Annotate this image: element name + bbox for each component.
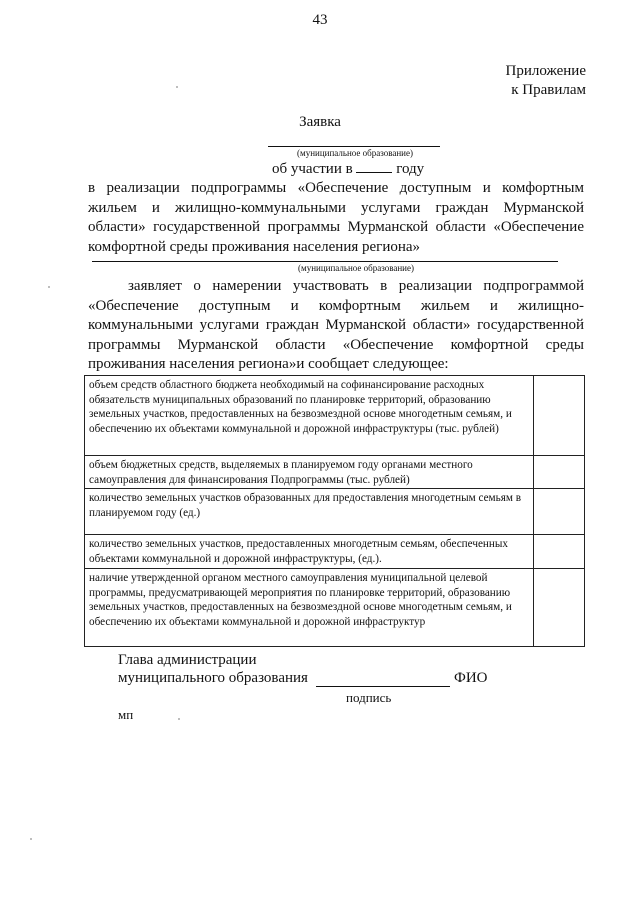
scan-speck (178, 718, 180, 720)
table-row (85, 489, 585, 535)
participation-suffix: году (396, 161, 425, 177)
signature-title-line-1: Глава администрации (118, 652, 257, 668)
application-table (84, 375, 585, 647)
municipality-caption-1: (муниципальное образование) (297, 148, 413, 158)
table-value-cell (534, 456, 585, 489)
table-row (85, 376, 585, 456)
municipality-caption-2: (муниципальное образование) (298, 263, 414, 273)
paragraph-subprogram: в реализации подпрограммы «Обеспечение доступным и комфортным жильем и жилищно-коммунальными услугами граждан Мурманской области» государственной программы Мурманской области «Обеспечение комфортной среды проживания населения региона» (88, 180, 584, 255)
table-row (85, 456, 585, 489)
municipality-blank-line-1 (268, 146, 440, 147)
scan-speck (48, 286, 50, 288)
table-value-cell (534, 569, 585, 647)
table-value-cell (534, 489, 585, 535)
table-row (85, 569, 585, 647)
seal-placeholder: мп (118, 707, 134, 722)
scan-speck (176, 86, 178, 88)
participation-prefix: об участии в (272, 161, 353, 177)
signature-blank-line (316, 686, 450, 687)
participation-line (272, 160, 424, 178)
appendix-header (505, 62, 586, 100)
appendix-line-2: к Правилам (511, 82, 586, 98)
signature-title-line-2: муниципального образования (118, 670, 308, 686)
year-blank (356, 160, 392, 173)
scan-speck (30, 838, 32, 840)
municipality-blank-line-2 (92, 261, 558, 262)
signature-caption: подпись (346, 690, 392, 705)
signature-fio: ФИО (454, 670, 488, 686)
table-row-label: объем средств областного бюджета необходимый на софинансирование расходных обязательств муниципальных образований по планировке территорий, образованию земельных участков, предоставленных на безвозмездной основе многодетным семьям, и обеспечению их объектами коммунальной и дорожной инфраструктуры (тыс. рублей) (85, 376, 534, 456)
page-number: 43 (312, 12, 328, 28)
table-row-label: количество земельных участков, предоставленных многодетным семьям, обеспеченных объектами коммунальной и дорожной инфраструктуры, (ед.). (85, 535, 534, 569)
table-row-label: количество земельных участков образованных для предоставления многодетным семьям в планируемом году (ед.) (85, 489, 534, 535)
paragraph-declaration: заявляет о намерении участвовать в реализации подпрограммой «Обеспечение доступным и комфортным жильем и жилищно-коммунальными услугами граждан Мурманской области» государственной программы Мурманской области «Обеспечение комфортной среды проживания населения региона»и сообщает следующее: (88, 278, 584, 372)
table-row-label: объем бюджетных средств, выделяемых в планируемом году органами местного самоуправления для финансирования Подпрограммы (тыс. рублей) (85, 456, 534, 489)
appendix-line-1: Приложение (505, 63, 586, 79)
table-value-cell (534, 376, 585, 456)
document-title: Заявка (299, 114, 341, 130)
table-row (85, 535, 585, 569)
table-row-label: наличие утвержденной органом местного самоуправления муниципальной целевой программы, предусматривающей мероприятия по планировке территорий, образованию земельных участков, предоставленных на безвозмездной основе многодетным семьям, и обеспечению их объектами коммунальной и дорожной инфраструктур (85, 569, 534, 647)
table-value-cell (534, 535, 585, 569)
